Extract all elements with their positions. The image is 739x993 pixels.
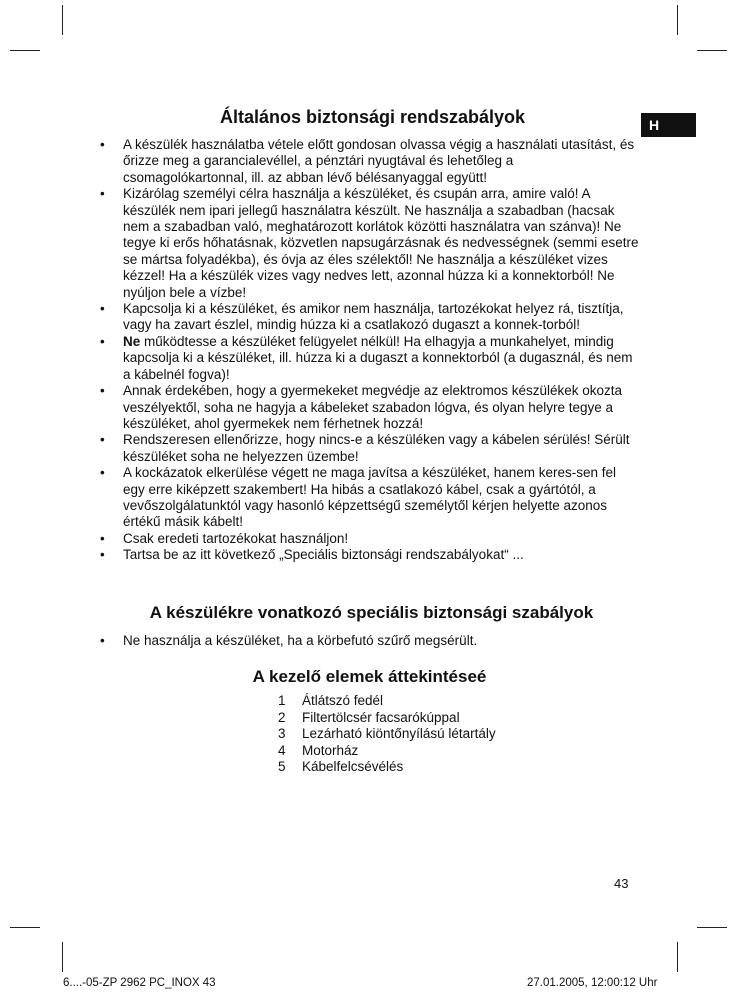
bullet-icon: • [100, 530, 105, 546]
list-item-text: Ne használja a készüléket, ha a körbefutó szűrő megsérült. [123, 633, 478, 648]
list-item-text: Csak eredeti tartozékokat használjon! [123, 530, 349, 546]
bullet-icon: • [100, 432, 105, 448]
list-item [100, 547, 640, 563]
list-item [100, 432, 640, 465]
controls-overview-list [278, 693, 496, 776]
control-item-number: 4 [278, 742, 286, 758]
crop-mark-bottom-right-v [677, 942, 678, 972]
list-item [100, 383, 640, 432]
list-item-text: Kapcsolja ki a készüléket, és amikor nem használja, tartozékokat helyez rá, tisztítja, vagy ha zavart észlel, mindig húzza ki a csatlakozó dugaszt a konnek-torból! [123, 301, 624, 333]
control-item-number: 1 [278, 693, 286, 708]
bullet-icon: • [100, 547, 105, 563]
control-item [278, 743, 496, 760]
bullet-icon: • [100, 137, 105, 152]
list-item-text: A kockázatok elkerülése végett ne maga javítsa a készüléket, hanem keres-sen fel egy erre kiképzett szakembert! Ha hibás a csatlakozó kábel, csak a gyártótól, a vevőszolgálatunktól vagy hasonló képzettségű személytől kérjen helyette azonos értékű másik kábelt! [123, 465, 617, 530]
bullet-icon: • [100, 301, 105, 317]
list-item [100, 633, 640, 649]
list-item [100, 301, 640, 334]
control-item-number: 2 [278, 709, 286, 725]
bullet-icon: • [100, 383, 105, 399]
footer-left: 6....-05-ZP 2962 PC_INOX 43 [63, 977, 216, 989]
crop-mark-bottom-left-v [62, 942, 63, 972]
crop-mark-bottom-left-h [10, 927, 40, 928]
control-item-label: Lezárható kiöntőnyílású létartály [302, 726, 496, 742]
general-safety-list [100, 137, 640, 564]
list-item-text: Tartsa be az itt következő „Speciális biztonsági rendszabályokat“ ... [123, 547, 524, 563]
list-item [100, 137, 640, 186]
crop-mark-top-right-h [697, 50, 727, 51]
crop-mark-bottom-right-h [697, 927, 727, 928]
bullet-icon: • [100, 633, 105, 648]
list-item-text: Annak érdekében, hogy a gyermekeket megvédje az elektromos készülékek okozta veszélyektől, soha ne hagyja a kábeleket szabadon lógva, és olyan helyre tegye a készüléket, ahol gyermekek nem férhetnek hozzá! [123, 383, 623, 431]
section-heading-controls-overview: A kezelő elemek áttekintéseé [252, 667, 487, 686]
special-safety-list [100, 633, 640, 649]
section-heading-general-safety: Általános biztonsági rendszabályok [219, 107, 526, 127]
list-item-emphasis: Ne [123, 333, 141, 349]
bullet-icon: • [100, 186, 105, 202]
list-item [100, 334, 640, 383]
control-item [278, 759, 496, 776]
crop-mark-top-left-h [10, 50, 40, 51]
footer-right: 27.01.2005, 12:00:12 Uhr [527, 977, 658, 989]
control-item-number: 5 [278, 759, 286, 775]
crop-mark-top-right-v [677, 5, 678, 35]
control-item-label: Átlátszó fedél [302, 693, 384, 708]
section-heading-special-safety: A készülékre vonatkozó speciális biztonsági szabályok [149, 603, 594, 622]
list-item [100, 465, 640, 531]
crop-mark-top-left-v [62, 5, 63, 35]
list-item-text: A készülék használatba vétele előtt gondosan olvassa végig a használati utasítást, és őrizze meg a garancialevéllel, a pénztári nyugtával és lehetőleg a csomagolókartonnal, ill. az abban lévő bélésanyaggal együtt! [123, 137, 635, 185]
control-item-label: Filtertölcsér facsarókúppal [302, 709, 460, 725]
list-item [100, 186, 640, 301]
control-item [278, 710, 496, 727]
control-item-number: 3 [278, 726, 286, 742]
list-item-text: Kizárólag személyi célra használja a készüléket, és csupán arra, amire való! A készülék nem ipari jellegű használatra készült. Ne használja a szabadban (hacsak nem a szabadban való, meghatározott korlátok közötti használatra van szánva)! Ne tegye ki erős hőhatásnak, közvetlen napsugárzásnak és nedvességnek (semmi esetre se mártsa folyadékba), és óvja az éles szélektől! Ne használja a készüléket vizes kézzel! Ha a készülék vizes vagy nedves lett, azonnal húzza ki a konnektorból! Ne nyúljon bele a vízbe! [123, 186, 639, 300]
bullet-icon: • [100, 333, 105, 349]
control-item-label: Motorház [302, 742, 359, 758]
page-number: 43 [614, 876, 629, 891]
language-tab: H [641, 113, 696, 137]
list-item [100, 531, 640, 547]
list-item-text: működtesse a készüléket felügyelet nélkül! Ha elhagyja a munkahelyet, mindig kapcsolja ki a készüléket, ill. húzza ki a dugaszt a konnektorból (a dugasznál, és nem a kábelnél fogva)! [123, 333, 633, 382]
control-item [278, 726, 496, 743]
control-item-label: Kábelfelcsévélés [302, 759, 404, 775]
control-item [278, 693, 496, 710]
bullet-icon: • [100, 465, 105, 481]
list-item-text: Rendszeresen ellenőrizze, hogy nincs-e a készüléken vagy a kábelen sérülés! Sérült készüléket soha ne helyezzen üzembe! [123, 432, 630, 464]
